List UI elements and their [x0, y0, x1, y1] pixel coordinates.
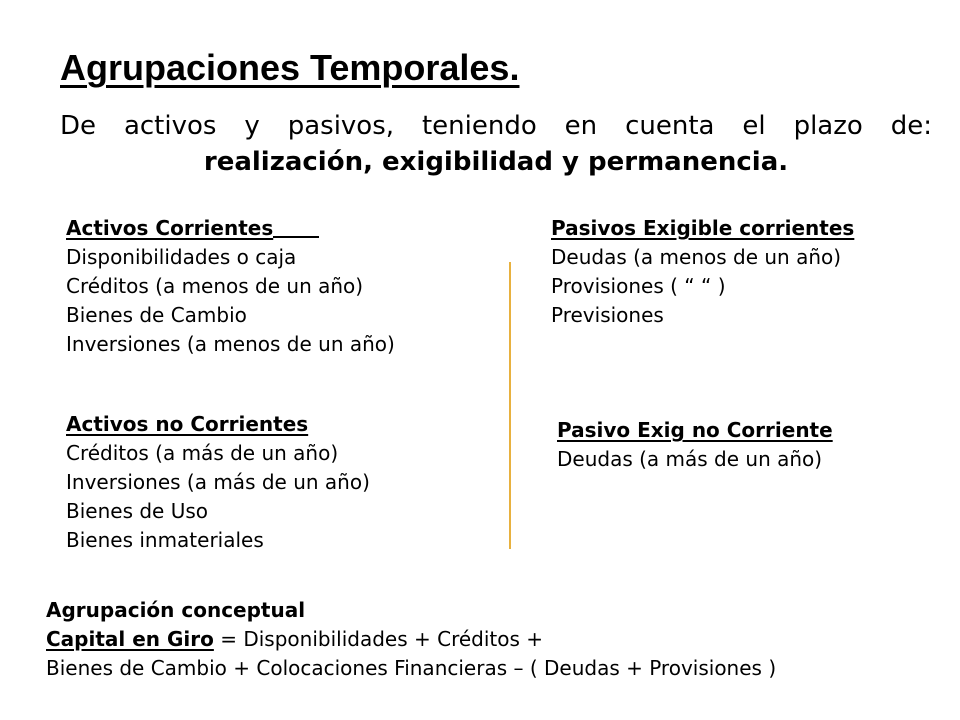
list-item: Deudas (a más de un año)	[557, 447, 823, 471]
activos-no-corrientes-heading: Activos no Corrientes	[66, 412, 309, 436]
heading-underline-extension	[273, 216, 319, 238]
conceptual-heading: Agrupación conceptual	[46, 598, 306, 622]
list-item: Inversiones (a más de un año)	[66, 470, 370, 494]
list-item: Bienes de Uso	[66, 499, 208, 523]
list-item: Bienes de Cambio	[66, 303, 247, 327]
page-title: Agrupaciones Temporales.	[60, 47, 520, 88]
formula-line-2: Bienes de Cambio + Colocaciones Financieras – ( Deudas + Provisiones )	[46, 656, 777, 680]
formula-part-1: = Disponibilidades + Créditos +	[213, 627, 544, 651]
subtitle-emphasis: realización, exigibilidad y permanencia.	[203, 147, 789, 177]
list-item: Créditos (a menos de un año)	[66, 274, 364, 298]
list-item: Previsiones	[551, 303, 664, 327]
formula-line-1	[46, 625, 776, 654]
activos-corrientes-heading: Activos Corrientes	[66, 216, 274, 240]
pasivos-corrientes-heading: Pasivos Exigible corrientes	[551, 216, 855, 240]
capital-en-giro-term: Capital en Giro	[46, 627, 214, 651]
activos-corrientes-block	[66, 214, 395, 359]
pasivo-no-corriente-block	[557, 416, 833, 474]
subtitle	[60, 108, 932, 180]
list-item: Provisiones ( “ “ )	[551, 274, 726, 298]
column-divider	[509, 262, 511, 549]
list-item: Deudas (a menos de un año)	[551, 245, 842, 269]
list-item: Inversiones (a menos de un año)	[66, 332, 395, 356]
activos-no-corrientes-block	[66, 410, 370, 555]
pasivo-no-corriente-heading: Pasivo Exig no Corriente	[557, 418, 833, 442]
list-item: Disponibilidades o caja	[66, 245, 297, 269]
list-item: Bienes inmateriales	[66, 528, 264, 552]
subtitle-lead: De activos y pasivos, teniendo en cuenta el plazo de:	[60, 111, 932, 141]
conceptual-grouping	[46, 596, 776, 683]
list-item: Créditos (a más de un año)	[66, 441, 339, 465]
pasivos-corrientes-block	[551, 214, 854, 330]
